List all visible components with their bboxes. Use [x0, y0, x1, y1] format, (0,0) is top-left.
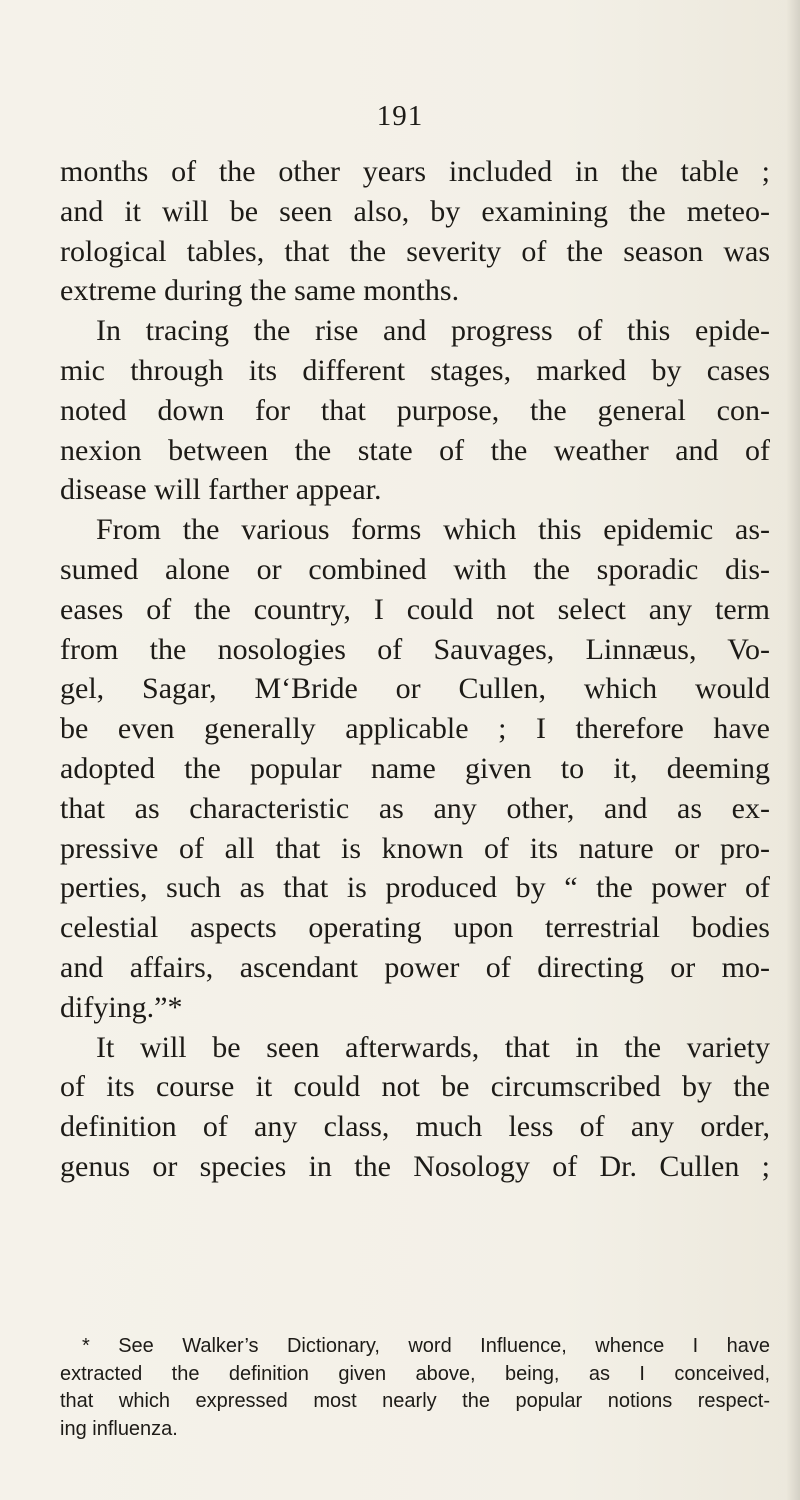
page-number: 191 — [376, 100, 424, 132]
text-line: months of the other years included in the table ; — [60, 155, 770, 188]
text-line: In tracing the rise and progress of this epide- — [96, 314, 770, 348]
text-line: and it will be seen also, by examining the meteo- — [60, 194, 770, 228]
text-line: difying.”* — [60, 990, 183, 1024]
page-edge-shadow — [786, 0, 800, 1500]
text-line: from the nosologies of Sauvages, Linnæus, Vo- — [60, 632, 770, 666]
text-line: noted down for that purpose, the general con- — [60, 393, 770, 427]
text-line: adopted the popular name given to it, deeming — [60, 751, 770, 785]
text-line: gel, Sagar, M‘Bride or Cullen, which would — [60, 672, 770, 706]
text-line: nexion between the state of the weather and of — [60, 433, 770, 467]
text-line: definition of any class, much less of any order, — [60, 1110, 770, 1144]
footnote-line: * See Walker’s Dictionary, word Influence, whence I have — [82, 1335, 770, 1357]
text-line: pressive of all that is known of its nature or pro- — [60, 831, 770, 865]
text-line: rological tables, that the severity of the season was — [60, 234, 770, 268]
text-line: mic through its different stages, marked by cases — [60, 353, 770, 387]
text-line: celestial aspects operating upon terrestrial bodies — [60, 911, 770, 945]
text-line: of its course it could not be circumscribed by the — [60, 1070, 770, 1104]
text-line: From the various forms which this epidemic as- — [96, 513, 770, 547]
text-line: be even generally applicable ; I therefore have — [60, 712, 770, 746]
text-line: It will be seen afterwards, that in the variety — [96, 1030, 770, 1064]
text-line: perties, such as that is produced by “ the power of — [60, 871, 770, 905]
text-line: that as characteristic as any other, and as ex- — [60, 791, 770, 825]
text-line: sumed alone or combined with the sporadic dis- — [60, 552, 770, 586]
text-line: disease will farther appear. — [60, 473, 382, 507]
footnote-line: that which expressed most nearly the popular notions respect- — [60, 1390, 770, 1412]
text-line: genus or species in the Nosology of Dr. Cullen ; — [60, 1149, 770, 1183]
footnote — [60, 1333, 770, 1443]
text-line: and affairs, ascendant power of directing or mo- — [60, 950, 770, 984]
text-line: eases of the country, I could not select any term — [60, 592, 770, 626]
footnote-line: extracted the definition given above, being, as I conceived, — [60, 1362, 770, 1385]
text-line: extreme during the same months. — [60, 274, 460, 308]
body-text — [60, 152, 770, 1187]
footnote-line: ing influenza. — [60, 1417, 178, 1440]
